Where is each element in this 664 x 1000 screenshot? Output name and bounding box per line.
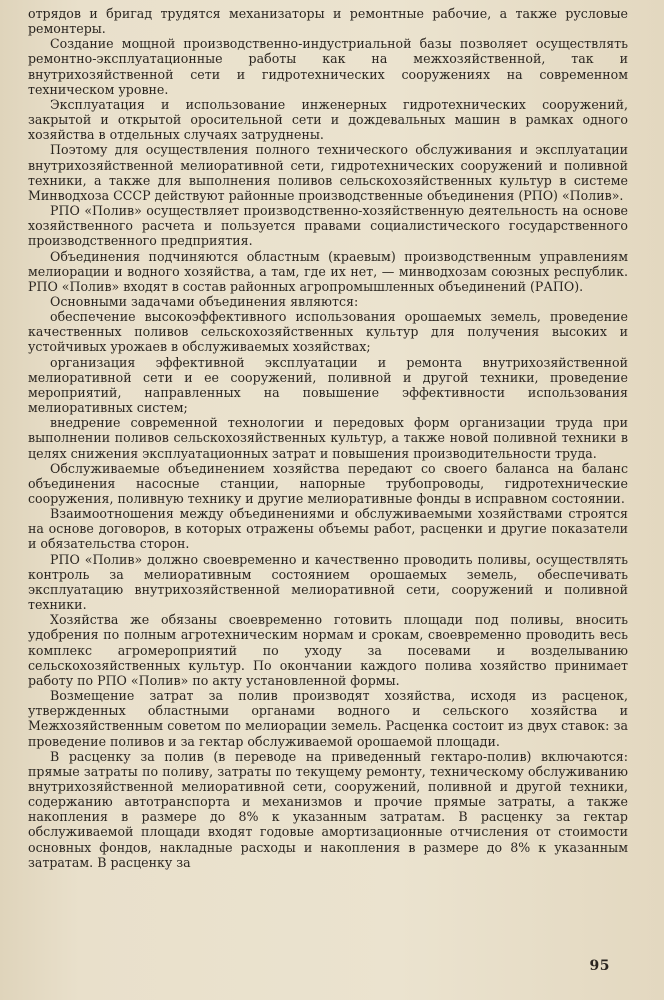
paragraph-8: обеспечение высокоэффективного использования орошаемых земель, проведение качественных поливов сельскохозяйственных культур для получения высоких и устойчивых урожаев в обслуживаемых хозяйствах; — [28, 309, 628, 355]
page-number: 95 — [589, 958, 610, 974]
paragraph-11: Обслуживаемые объединением хозяйства передают со своего баланса на баланс объединения насосные станции, напорные трубопроводы, гидротехнические сооружения, поливную технику и другие мелиоративные фонды в исправном состоянии. — [28, 460, 628, 506]
paragraph-12: Взаимоотношения между объединениями и обслуживаемыми хозяйствами строятся на основе договоров, в которых отражены объемы работ, расценки и другие показатели и обязательства сторон. — [28, 506, 628, 552]
paragraph-10: внедрение современной технологии и передовых форм организации труда при выполнении поливов сельскохозяйственных культур, а также новой поливной техники в целях снижения эксплуатационных затрат и повышения производительности труда. — [28, 415, 628, 461]
paragraph-15: Возмещение затрат за полив производят хозяйства, исходя из расценок, утвержденных областными органами водного и сельского хозяйства и Межхозяйственным советом по мелиорации земель. Расценка состоит из двух ставок: за проведение поливов и за гектар обслуживаемой орошаемой площади. — [28, 688, 628, 749]
paragraph-9: организация эффективной эксплуатации и ремонта внутрихозяйственной мелиоративной сети и ее сооружений, поливной и другой техники, проведение мероприятий, направленных на повышение эффективности использования мелиоративных систем; — [28, 354, 628, 416]
paragraph-7: Основными задачами объединения являются: — [50, 293, 359, 309]
paragraph-5: РПО «Полив» осуществляет производственно-хозяйственную деятельность на основе хозяйственного расчета и пользуется правами социалистического государственного производственного предприятия. — [28, 203, 628, 249]
paragraph-2: Создание мощной производственно-индустриальной базы позволяет осуществлять ремонтно-эксплуатационные работы как на межхозяйственной, так и внутрихозяйственной сети и гидротехнических сооружениях на современном техническом уровне. — [28, 36, 628, 97]
paragraph-13: РПО «Полив» должно своевременно и качественно проводить поливы, осуществлять контроль за мелиоративным состоянием орошаемых земель, обеспечивать эксплуатацию внутрихозяйственной мелиоративной сети, сооружений и поливной техники. — [28, 551, 628, 613]
paragraph-1: отрядов и бригад трудятся механизаторы и ремонтные рабочие, а также русловые ремонтеры. — [28, 6, 628, 37]
paragraph-3: Эксплуатация и использование инженерных гидротехнических сооружений, закрытой и открытой оросительной сети и дождевальных машин в рамках одного хозяйства в отдельных случаях затруднены. — [28, 96, 628, 143]
paragraph-4: Поэтому для осуществления полного технического обслуживания и эксплуатации внутрихозяйственной мелиоративной сети, гидротехнических сооружений и поливной техники, а также для выполнения поливов сельскохозяйственных культур в системе Минводхоза СССР действуют районные производственные объединения (РПО) «Полив». — [28, 142, 628, 203]
paragraph-14: Хозяйства же обязаны своевременно готовить площади под поливы, вносить удобрения по полным агротехническим нормам и срокам, своевременно проводить весь комплекс агромероприятий по уходу за посевами и возделыванию сельскохозяйственных культур. По окончании каждого полива хозяйство принимает работу по РПО «Полив» по акту установленной формы. — [28, 612, 628, 688]
paragraph-16: В расценку за полив (в переводе на приведенный гектаро-полив) включаются: прямые затраты по поливу, затраты по текущему ремонту, техническому обслуживанию внутрихозяйственной мелиоративной сети, сооружений, поливной и другой техники, содержанию автотранспорта и механизмов и прочие прямые затраты, а также накопления в размере до 8% к указанным затратам. В расценку за гектар обслуживаемой площади входят годовые амортизационные отчисления от стоимости основных фондов, накладные расходы и накопления в размере до 8% к указанным затратам. В расценку за — [28, 748, 628, 870]
paragraph-6: Объединения подчиняются областным (краевым) производственным управлениям мелиорации и водного хозяйства, а там, где их нет, — минводхозам союзных республик. РПО «Полив» входят в состав районных агропромышленных объединений (РАПО). — [28, 248, 628, 294]
